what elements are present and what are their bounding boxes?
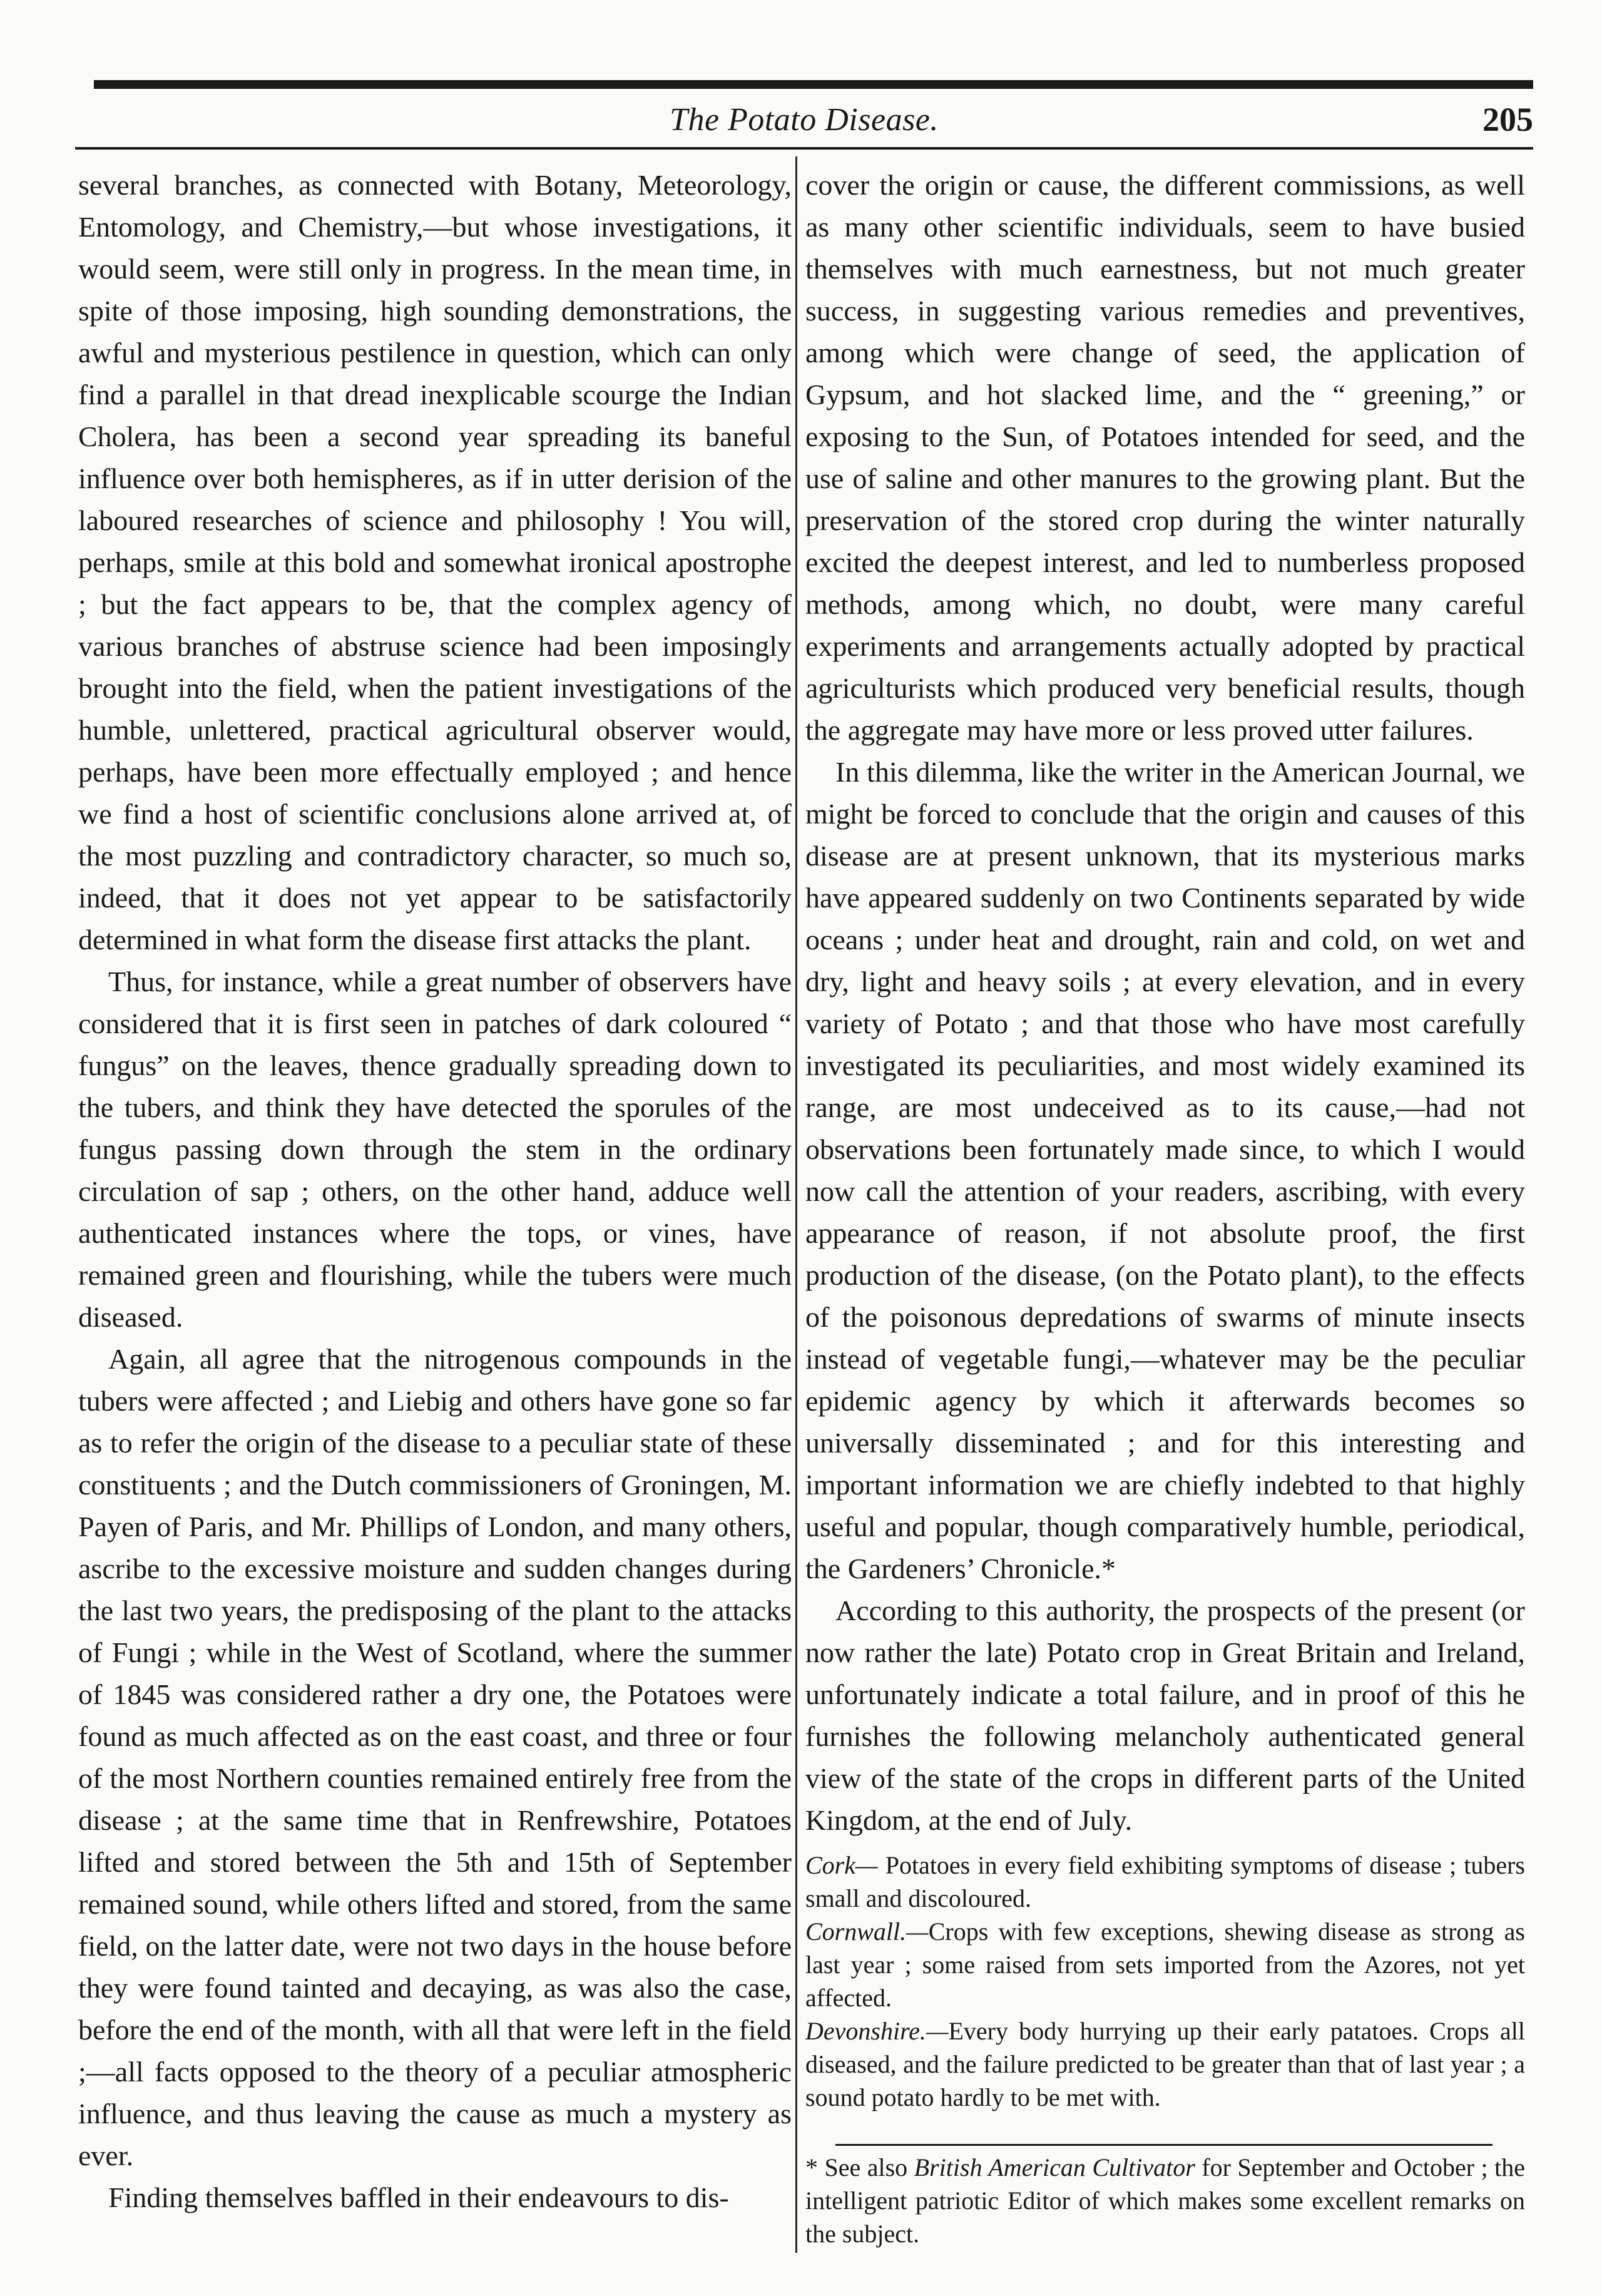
footnote-citation: British American Cultivator xyxy=(914,2153,1195,2181)
region-report xyxy=(805,1915,1525,2014)
region-report xyxy=(805,2014,1525,2114)
paragraph: Thus, for instance, while a great number of observers have considered that it is first seen in patches of dark coloured “ fungus” on the leaves, thence gradually spreading down to the tubers, and think they have detected the sporules of the fungus passing down through the stem in the ordinary circulation of sap ; others, on the other hand, adduce well authenticated instances where the tops, or vines, have remained green and flourishing, while the tubers were much diseased. xyxy=(78,966,792,1333)
paragraph: cover the origin or cause, the different commissions, as well as many other scientific individuals, seem to have busied themselves with much earnestness, but not much greater success, in suggesting various remedies and preventives, among which were change of seed, the application of Gypsum, and hot slacked lime, and the “ greening,” or exposing to the Sun, of Potatoes intended for seed, and the use of saline and other manures to the growing plant. But the preservation of the stored crop during the winter naturally excited the deepest interest, and led to numberless proposed methods, among which, no doubt, were many careful experiments and arrangements actually adopted by practical agriculturists which produced very beneficial results, though the aggregate may have more or less proved utter failures. xyxy=(805,169,1525,746)
region-text: Every body hurrying up their early patatoes. Crops all diseased, and the failure predicted to be greater than that of last year ; a sound potato hardly to be met with. xyxy=(805,2017,1525,2111)
paragraph: Finding themselves baffled in their endeavours to dis- xyxy=(108,2181,729,2213)
paragraph: Again, all agree that the nitrogenous compounds in the tubers were affected ; and Liebig and others have gone so far as to refer the origin of the disease to a peculiar state of these constituents ; and the Dutch commissioners of Groningen, M. Payen of Paris, and Mr. Phillips of London, and many others, ascribe to the excessive moisture and sudden changes during the last two years, the predisposing of the plant to the attacks of Fungi ; while in the West of Scotland, where the summer of 1845 was considered rather a dry one, the Potatoes were found as much affected as on the east coast, and three or four of the most Northern counties remained entirely free from the disease ; at the same time that in Renfrewshire, Potatoes lifted and stored between the 5th and 15th of September remained sound, while others lifted and stored, from the same field, on the latter date, were not two days in the house before they were found tainted and decaying, as was also the case, before the end of the month, with all that were left in the field ;—all facts opposed to the theory of a peculiar atmospheric influence, and thus leaving the cause as much a mystery as ever. xyxy=(78,1343,792,2171)
column-divider xyxy=(795,156,797,2253)
region-name: Cork— xyxy=(805,1851,878,1879)
region-text: Crops with few exceptions, shewing disease as strong as last year ; some raised from sets imported from the Azores, not yet affected. xyxy=(805,1917,1525,2012)
running-title: The Potato Disease. xyxy=(670,102,939,138)
region-text: Potatoes in every field exhibiting symptoms of disease ; tubers small and discoloured. xyxy=(805,1851,1525,1912)
page-header xyxy=(75,95,1533,145)
left-column xyxy=(78,164,792,2218)
footnote-text: for September and October ; the intelligent patriotic Editor of which makes some excellent remarks on the subject. xyxy=(805,2153,1525,2248)
footnote-prefix: * See also xyxy=(805,2153,914,2181)
region-name: Devonshire.— xyxy=(805,2017,949,2045)
paragraph: In this dilemma, like the writer in the American Journal, we might be forced to conclude that the origin and causes of this disease are at present unknown, that its mysterious marks have appeared suddenly on two Continents separated by wide oceans ; under heat and drought, rain and cold, on wet and dry, light and heavy soils ; at every elevation, and in every variety of Potato ; and that those who have most carefully investigated its peculiarities, and most widely examined its range, are most undeceived as to its cause,—had not observations been fortunately made since, to which I would now call the attention of your readers, ascribing, with every appearance of reason, if not absolute proof, the first production of the disease, (on the Potato plant), to the effects of the poisonous depredations of swarms of minute insects instead of vegetable fungi,—whatever may be the peculiar epidemic agency by which it afterwards becomes so universally disseminated ; and for this interesting and important information we are chiefly indebted to that highly useful and popular, though comparatively humble, periodical, the Gardeners’ Chronicle.* xyxy=(805,756,1525,1584)
paragraph: According to this authority, the prospects of the present (or now rather the late) Potato crop in Great Britain and Ireland, unfortunately indicate a total failure, and in proof of this he furnishes the following melancholy authenticated general view of the state of the crops in different parts of the United Kingdom, at the end of July. xyxy=(805,1594,1525,1836)
top-rule xyxy=(94,80,1533,89)
region-name: Cornwall.— xyxy=(805,1917,929,1946)
paragraph: several branches, as connected with Botany, Meteorology, Entomology, and Chemistry,—but whose investigations, it would seem, were still only in progress. In the mean time, in spite of those imposing, high sounding demonstrations, the awful and mysterious pestilence in question, which can only find a parallel in that dread inexplicable scourge the Indian Cholera, has been a second year spreading its baneful influence over both hemispheres, as if in utter derision of the laboured researches of science and philosophy ! You will, perhaps, smile at this bold and somewhat ironical apostrophe ; but the fact appears to be, that the complex agency of various branches of abstruse science had been imposingly brought into the field, when the patient investigations of the humble, unlettered, practical agricultural observer would, perhaps, have been more effectually employed ; and hence we find a host of scientific conclusions alone arrived at, of the most puzzling and contradictory character, so much so, indeed, that it does not yet appear to be satisfactorily determined in what form the disease first attacks the plant. xyxy=(78,169,792,956)
header-rule xyxy=(75,147,1533,150)
footnote xyxy=(805,2151,1525,2250)
region-report xyxy=(805,1849,1525,1915)
right-column xyxy=(805,164,1525,2250)
page-number: 205 xyxy=(1482,101,1533,138)
region-report-list xyxy=(805,1849,1525,2114)
footnote-rule xyxy=(835,2144,1492,2146)
